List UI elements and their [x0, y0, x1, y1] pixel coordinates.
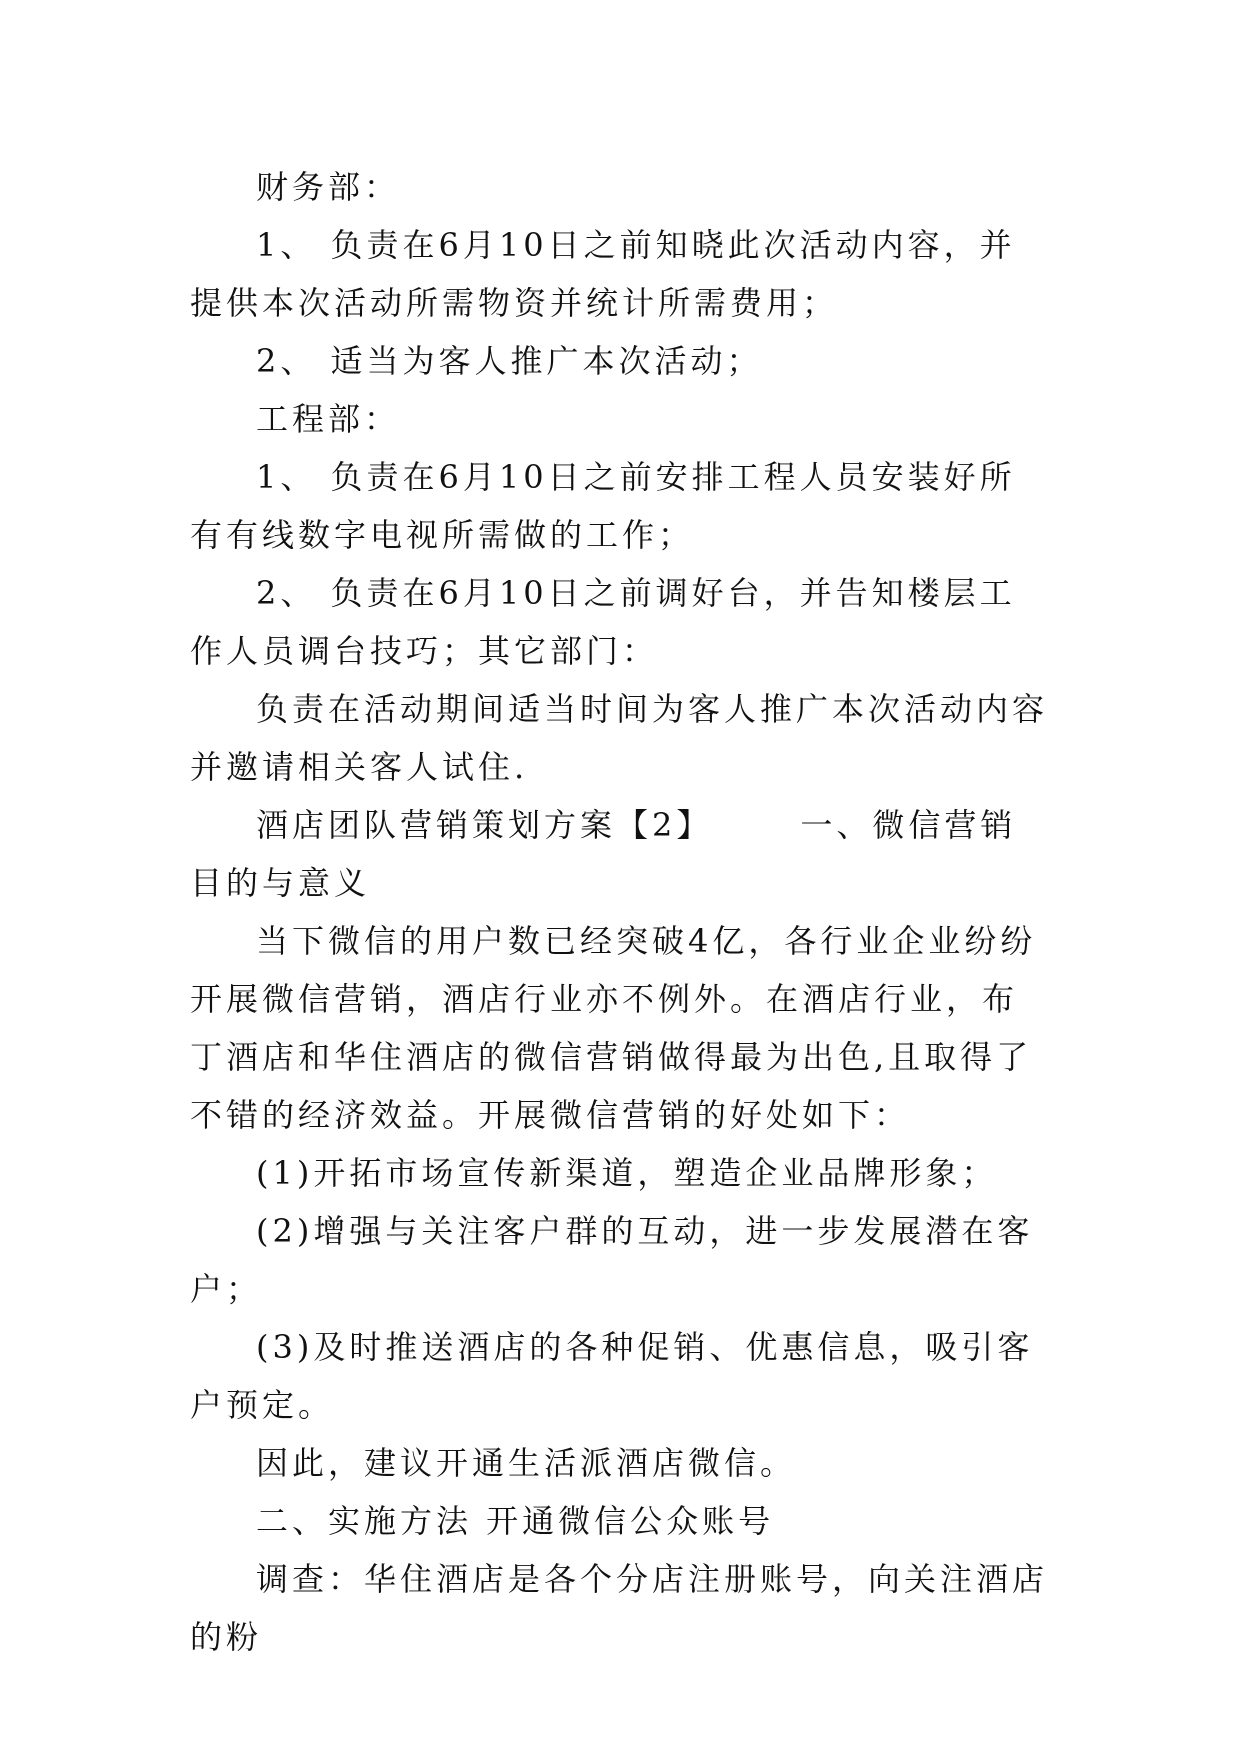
paragraph-plan-title [190, 796, 1050, 912]
paragraph-engineering-item-2: 2、 负责在6月10日之前调好台，并告知楼层工作人员调台技巧；其它部门： [190, 574, 1016, 670]
section-1-heading: 一、微信营销目的与意义 [190, 806, 1017, 902]
plan-title: 酒店团队营销策划方案【2】 [256, 806, 713, 844]
paragraph-benefit-3: (3)及时推送酒店的各种促销、优惠信息，吸引客户预定。 [190, 1328, 1034, 1424]
paragraph-benefit-2: (2)增强与关注客户群的互动，进一步发展潜在客户； [190, 1212, 1034, 1308]
paragraph-finance-item-2: 2、 适当为客人推广本次活动； [256, 342, 763, 380]
paragraph-engineering-heading: 工程部： [256, 400, 401, 438]
paragraph-finance-heading: 财务部： [256, 168, 401, 206]
document-body [190, 158, 1050, 1666]
paragraph-section-2-heading: 二、实施方法 开通微信公众账号 [256, 1502, 775, 1540]
paragraph-wechat-intro: 当下微信的用户数已经突破4亿，各行业企业纷纷开展微信营销，酒店行业亦不例外。在酒店行业，布丁酒店和华住酒店的微信营销做得最为出色,且取得了不错的经济效益。开展微信营销的好处如下： [190, 922, 1037, 1134]
paragraph-conclusion: 因此，建议开通生活派酒店微信。 [256, 1444, 797, 1482]
paragraph-finance-item-1: 1、 负责在6月10日之前知晓此次活动内容，并提供本次活动所需物资并统计所需费用； [190, 226, 1016, 322]
paragraph-benefit-1: (1)开拓市场宣传新渠道，塑造企业品牌形象； [256, 1154, 998, 1192]
paragraph-engineering-item-1: 1、 负责在6月10日之前安排工程人员安装好所有有线数字电视所需做的工作； [190, 458, 1016, 554]
paragraph-other-departments: 负责在活动期间适当时间为客人推广本次活动内容并邀请相关客人试住. [190, 690, 1049, 786]
paragraph-survey: 调查：华住酒店是各个分店注册账号，向关注酒店的粉 [190, 1560, 1049, 1656]
